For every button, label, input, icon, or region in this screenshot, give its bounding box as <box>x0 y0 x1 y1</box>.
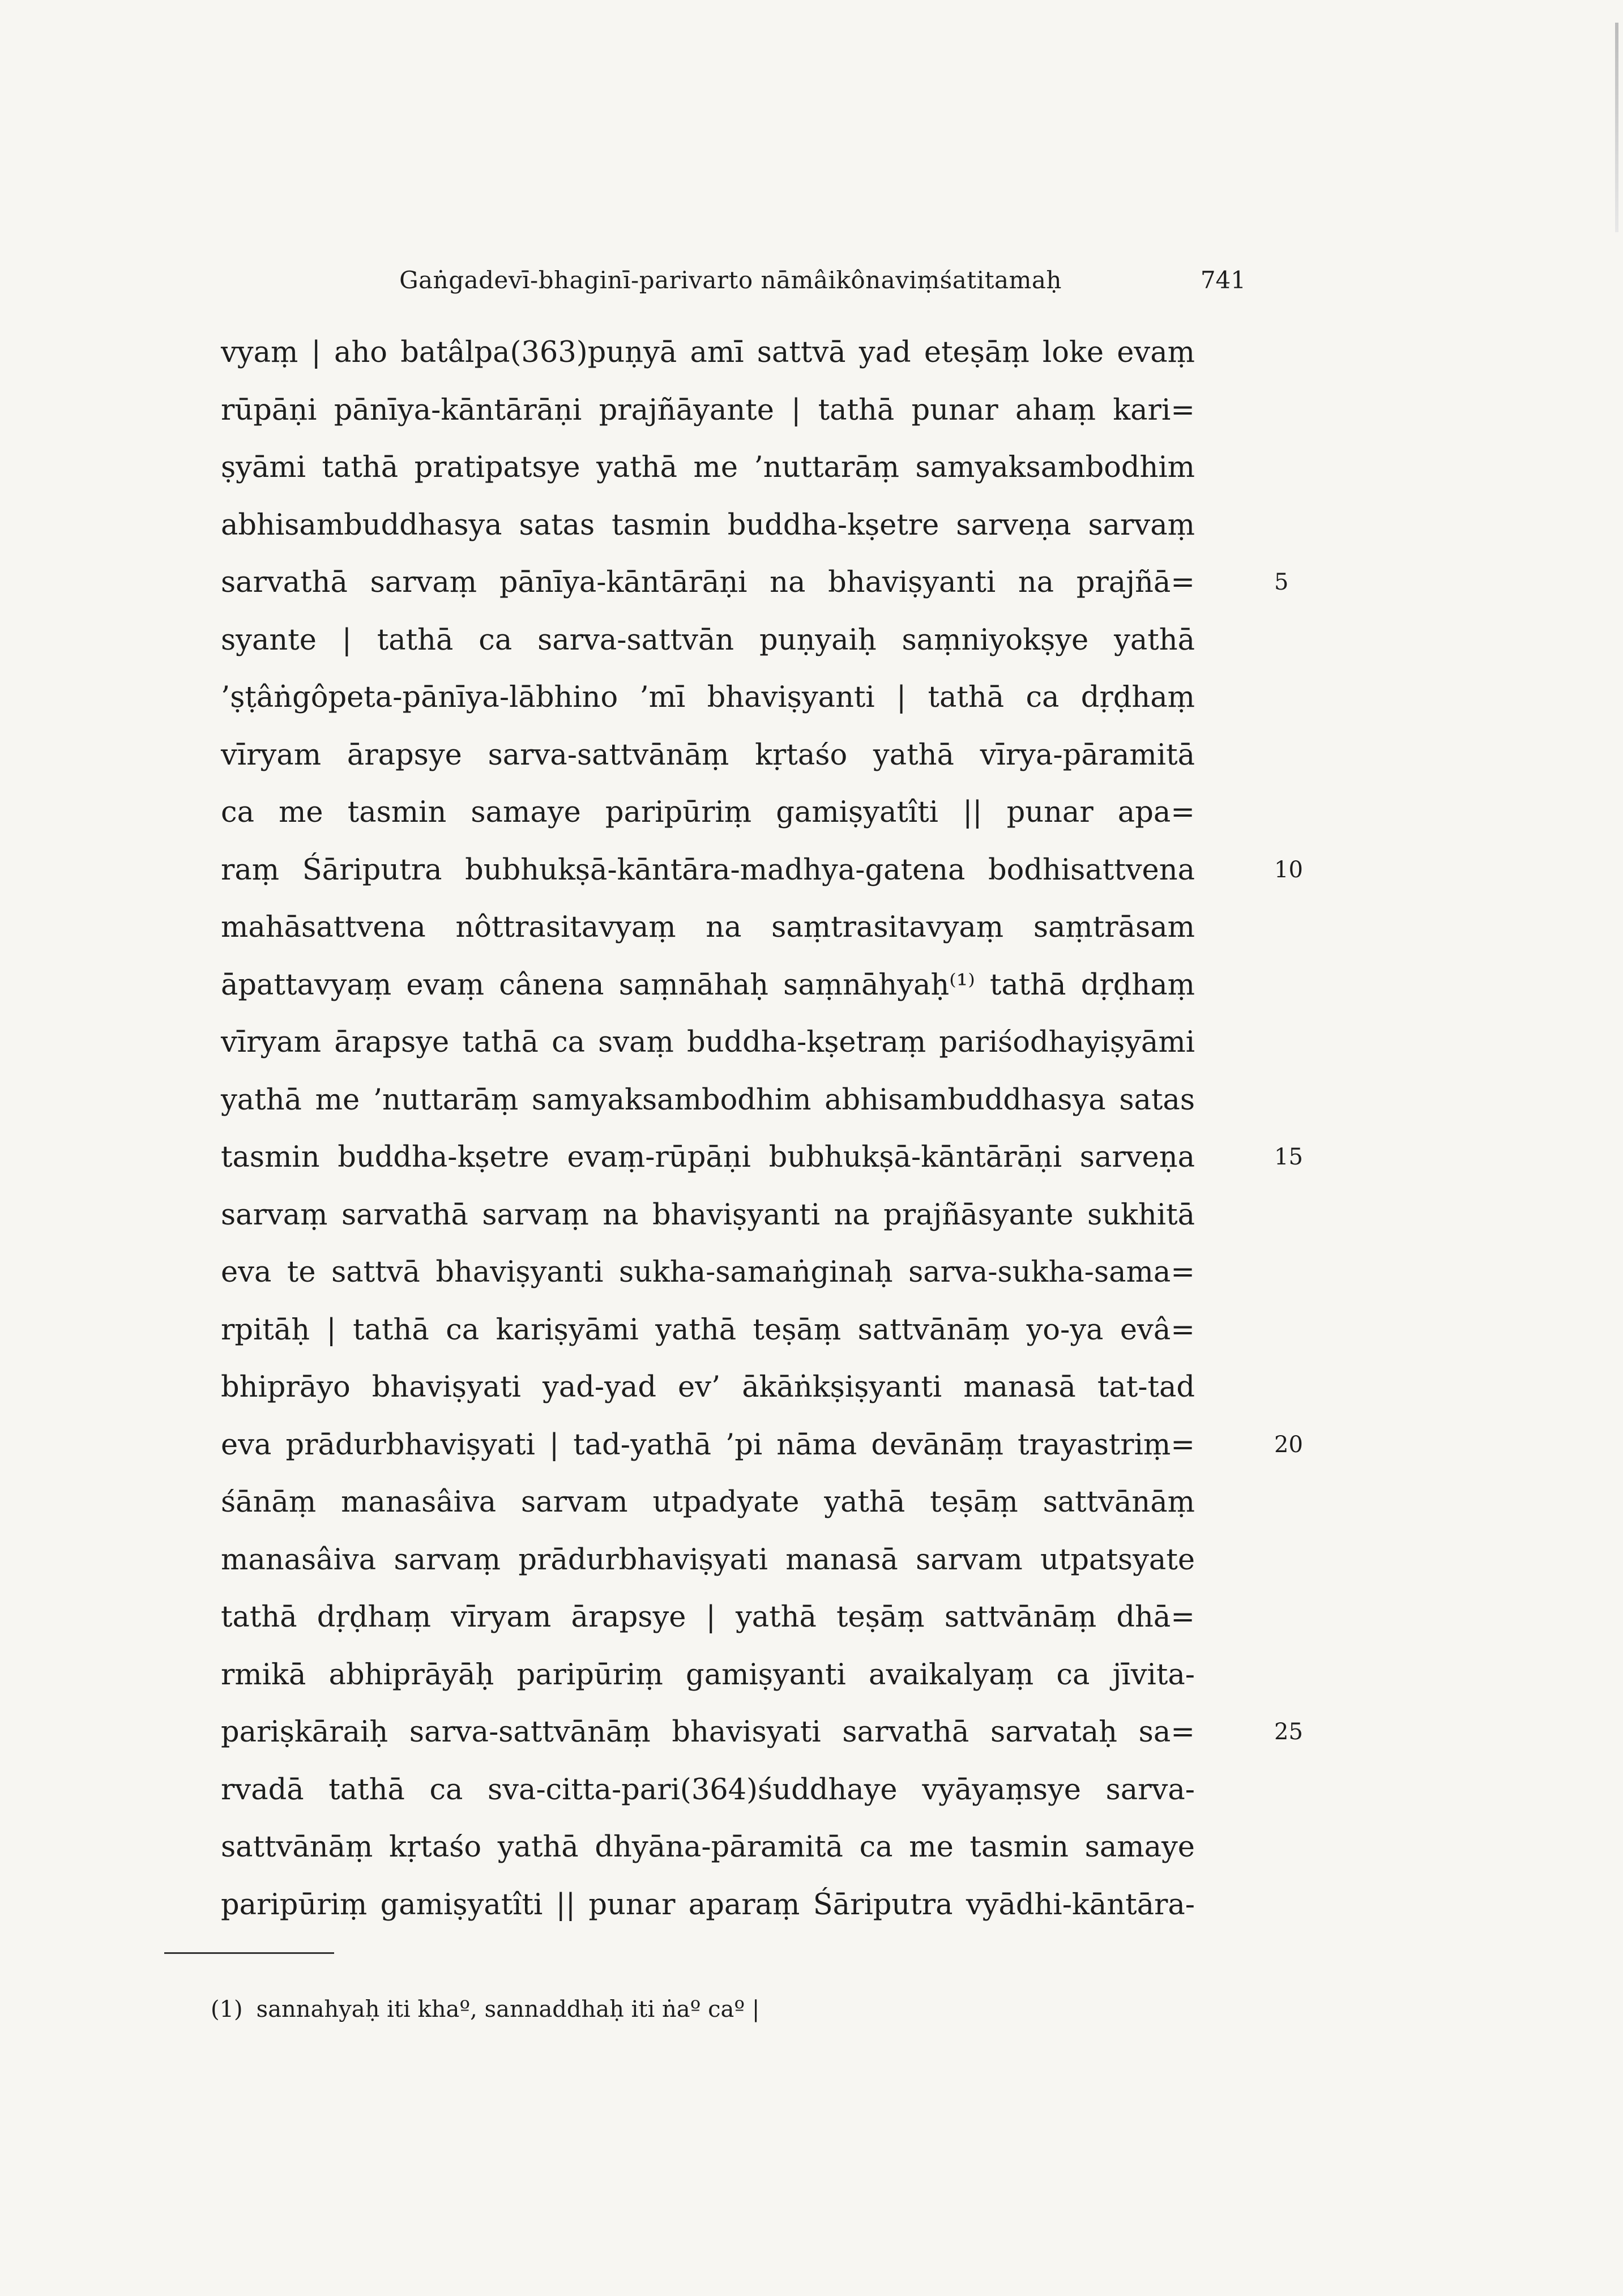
text-line: raṃ Śāriputra bubhukṣā-kāntāra-madhya-gatena bodhisattvena <box>221 853 1195 887</box>
text-line: śānāṃ manasâiva sarvam utpadyate yathā teṣāṃ sattvānāṃ <box>221 1486 1195 1519</box>
line-number: 25 <box>1274 1719 1303 1745</box>
text-line: rūpāṇi pānīya-kāntārāṇi prajñāyante | tathā punar ahaṃ kari= <box>221 393 1195 427</box>
text-line: yathā me ’nuttarāṃ samyaksambodhim abhisambuddhasya satas <box>221 1083 1195 1117</box>
text-line: bhiprāyo bhaviṣyati yad-yad ev’ ākāṅkṣiṣyanti manasā tat-tad <box>221 1371 1195 1404</box>
text-line: āpattavyaṃ evaṃ cânena saṃnāhaḥ saṃnāhyaḥ⁽¹⁾ tathā dṛḍhaṃ <box>221 968 1195 1002</box>
line-number: 15 <box>1274 1144 1303 1170</box>
text-line: sarvaṃ sarvathā sarvaṃ na bhaviṣyanti na prajñāsyante sukhitā <box>221 1198 1195 1232</box>
running-title: Gaṅgadevī-bhaginī-parivarto nāmâikônaviṃśatitamaḥ <box>399 266 1062 294</box>
footnote <box>211 1996 759 2022</box>
text-line: manasâiva sarvaṃ prādurbhaviṣyati manasā sarvam utpatsyate <box>221 1543 1195 1577</box>
text-line: sarvathā sarvaṃ pānīya-kāntārāṇi na bhaviṣyanti na prajñā= <box>221 566 1195 599</box>
main-text <box>221 324 1195 1934</box>
footnote-marker: (1) <box>211 1996 243 2022</box>
text-line: ca me tasmin samaye paripūriṃ gamiṣyatîti || punar apa= <box>221 796 1195 829</box>
text-line: ṣyāmi tathā pratipatsye yathā me ’nuttarāṃ samyaksambodhim <box>221 451 1195 484</box>
line-number: 20 <box>1274 1431 1303 1458</box>
line-number: 5 <box>1274 569 1289 595</box>
text-line: paripūriṃ gamiṣyatîti || punar aparaṃ Śāriputra vyādhi-kāntāra- <box>221 1888 1195 1922</box>
text-line: vīryam ārapsye tathā ca svaṃ buddha-kṣetraṃ pariśodhayiṣyāmi <box>221 1026 1195 1059</box>
text-line: pariṣkāraiḥ sarva-sattvānāṃ bhavisyati sarvathā sarvataḥ sa= <box>221 1715 1195 1749</box>
text-line: eva te sattvā bhaviṣyanti sukha-samaṅginaḥ sarva-sukha-sama= <box>221 1256 1195 1289</box>
text-line: abhisambuddhasya satas tasmin buddha-kṣetre sarveṇa sarvaṃ <box>221 508 1195 542</box>
footnote-text: sannahyaḥ iti khaº, sannaddhaḥ iti ṅaº caº | <box>256 1996 760 2022</box>
text-line: mahāsattvena nôttrasitavyaṃ na saṃtrasitavyaṃ saṃtrāsam <box>221 911 1195 944</box>
text-line: vyaṃ | aho batâlpa(363)puṇyā amī sattvā yad eteṣāṃ loke evaṃ <box>221 336 1195 369</box>
footnote-rule <box>164 1952 334 1954</box>
text-line: rmikā abhiprāyāḥ paripūriṃ gamiṣyanti avaikalyaṃ ca jīvita- <box>221 1658 1195 1692</box>
text-line: sattvānāṃ kṛtaśo yathā dhyāna-pāramitā ca me tasmin samaye <box>221 1830 1195 1864</box>
text-line: vīryam ārapsye sarva-sattvānāṃ kṛtaśo yathā vīrya-pāramitā <box>221 738 1195 772</box>
text-line: tathā dṛḍhaṃ vīryam ārapsye | yathā teṣāṃ sattvānāṃ dhā= <box>221 1601 1195 1634</box>
scan-edge-mark <box>1615 23 1618 232</box>
text-line: tasmin buddha-kṣetre evaṃ-rūpāṇi bubhukṣā-kāntārāṇi sarveṇa <box>221 1141 1195 1174</box>
text-line: rpitāḥ | tathā ca kariṣyāmi yathā teṣāṃ sattvānāṃ yo-ya evâ= <box>221 1313 1195 1347</box>
line-number: 10 <box>1274 856 1303 883</box>
text-line: rvadā tathā ca sva-citta-pari(364)śuddhaye vyāyaṃsye sarva- <box>221 1773 1195 1807</box>
text-line: ’ṣṭâṅgôpeta-pānīya-lābhino ’mī bhaviṣyanti | tathā ca dṛḍhaṃ <box>221 681 1195 714</box>
page-header <box>272 266 1246 306</box>
text-line: eva prādurbhaviṣyati | tad-yathā ’pi nāma devānāṃ trayastriṃ= <box>221 1428 1195 1462</box>
page-number: 741 <box>1200 266 1246 294</box>
text-line: syante | tathā ca sarva-sattvān puṇyaiḥ saṃniyokṣye yathā <box>221 623 1195 657</box>
